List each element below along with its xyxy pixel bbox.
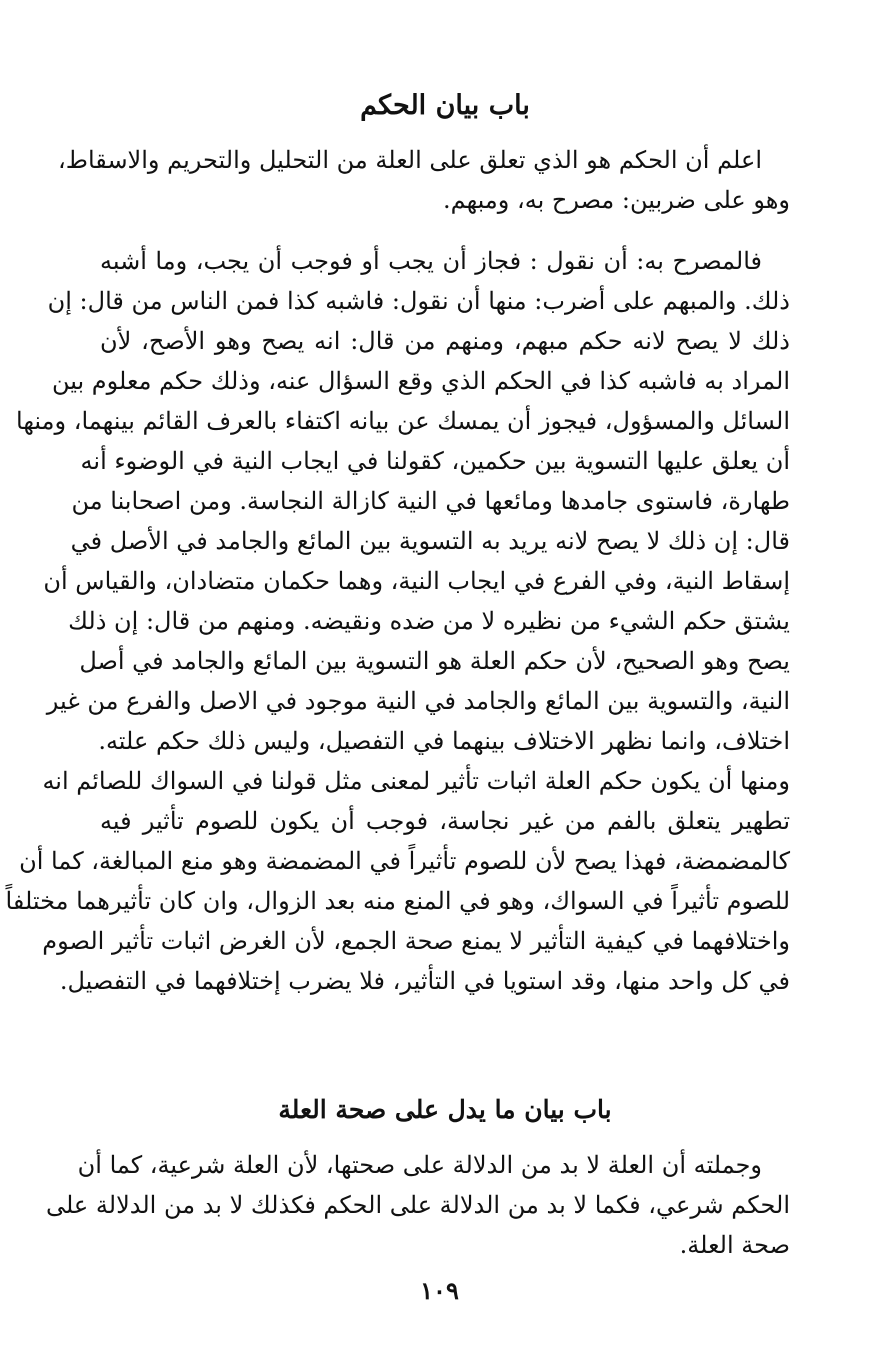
text-line: صحة العلة. [679,1231,790,1259]
text-line: الحكم شرعي، فكما لا بد من الدلالة على الحكم فكذلك لا بد من الدلالة على [45,1191,790,1219]
text-line: السائل والمسؤول، فيجوز أن يمسك عن بيانه اكتفاء بالعرف القائم بينهما، ومنها [16,407,790,435]
text-line: ذلك لا يصح لانه حكم مبهم، ومنهم من قال: انه يصح وهو الأصح، لأن [100,327,790,355]
text-line: فالمصرح به: أن نقول : فجاز أن يجب أو فوجب أن يجب، وما أشبه [100,247,762,275]
text-line: يصح وهو الصحيح، لأن حكم العلة هو التسوية بين المائع والجامد في أصل [79,647,790,675]
text-line: في كل واحد منها، وقد استويا في التأثير، فلا يضرب إختلافهما في التفصيل. [59,967,790,995]
text-line: ومنها أن يكون حكم العلة اثبات تأثير لمعنى مثل قولنا في السواك للصائم انه [42,767,790,795]
text-line: النية، والتسوية بين المائع والجامد في النية موجود في الاصل والفرع من غير [46,687,790,715]
text-line: اعلم أن الحكم هو الذي تعلق على العلة من التحليل والتحريم والاسقاط، [58,146,762,174]
section-heading-cause-validity: باب بيان ما يدل على صحة العلة [278,1095,612,1124]
text-line: المراد به فاشبه كذا في الحكم الذي وقع السؤال عنه، وذلك حكم معلوم بين [51,367,790,395]
text-line: تطهير يتعلق بالفم من غير نجاسة، فوجب أن يكون للصوم تأثير فيه [100,807,790,835]
page-number: ١٠٩ [420,1276,459,1305]
text-line: ذلك. والمبهم على أضرب: منها أن نقول: فاشبه كذا فمن الناس من قال: إن [47,287,790,315]
text-line: يشتق حكم الشيء من نظيره لا من ضده ونقيضه. ومنهم من قال: إن ذلك [68,607,790,635]
paragraph-ruling-definition [58,140,790,220]
text-line: كالمضمضة، فهذا يصح لأن للصوم تأثيراً في المضمضة وهو منع المبالغة، كما أن [19,847,790,875]
paragraph-cause-validity [45,1145,790,1265]
text-line: اختلاف، وانما نظهر الاختلاف بينهما في التفصيل، وليس ذلك حكم علته. [98,727,790,755]
text-line: إسقاط النية، وفي الفرع في ايجاب النية، وهما حكمان متضادان، والقياس أن [43,567,790,595]
paragraph-ruling-types [5,241,790,1001]
text-line: أن يعلق عليها التسوية بين حكمين، كقولنا في ايجاب النية في الوضوء أنه [80,447,790,475]
text-line: وجملته أن العلة لا بد من الدلالة على صحتها، لأن العلة شرعية، كما أن [77,1151,762,1179]
text-line: وهو على ضربين: مصرح به، ومبهم. [442,186,790,214]
text-line: قال: إن ذلك لا يصح لانه يريد به التسوية بين المائع والجامد في الأصل في [70,527,790,555]
section-heading-ruling: باب بيان الحكم [360,90,530,121]
text-line: للصوم تأثيراً في السواك، وهو في المنع منه بعد الزوال، وان كان تأثيرهما مختلفاً [5,887,790,915]
text-line: طهارة، فاستوى جامدها ومائعها في النية كازالة النجاسة. ومن اصحابنا من [71,487,790,515]
text-line: واختلافهما في كيفية التأثير لا يمنع صحة الجمع، لأن الغرض اثبات تأثير الصوم [42,927,790,955]
